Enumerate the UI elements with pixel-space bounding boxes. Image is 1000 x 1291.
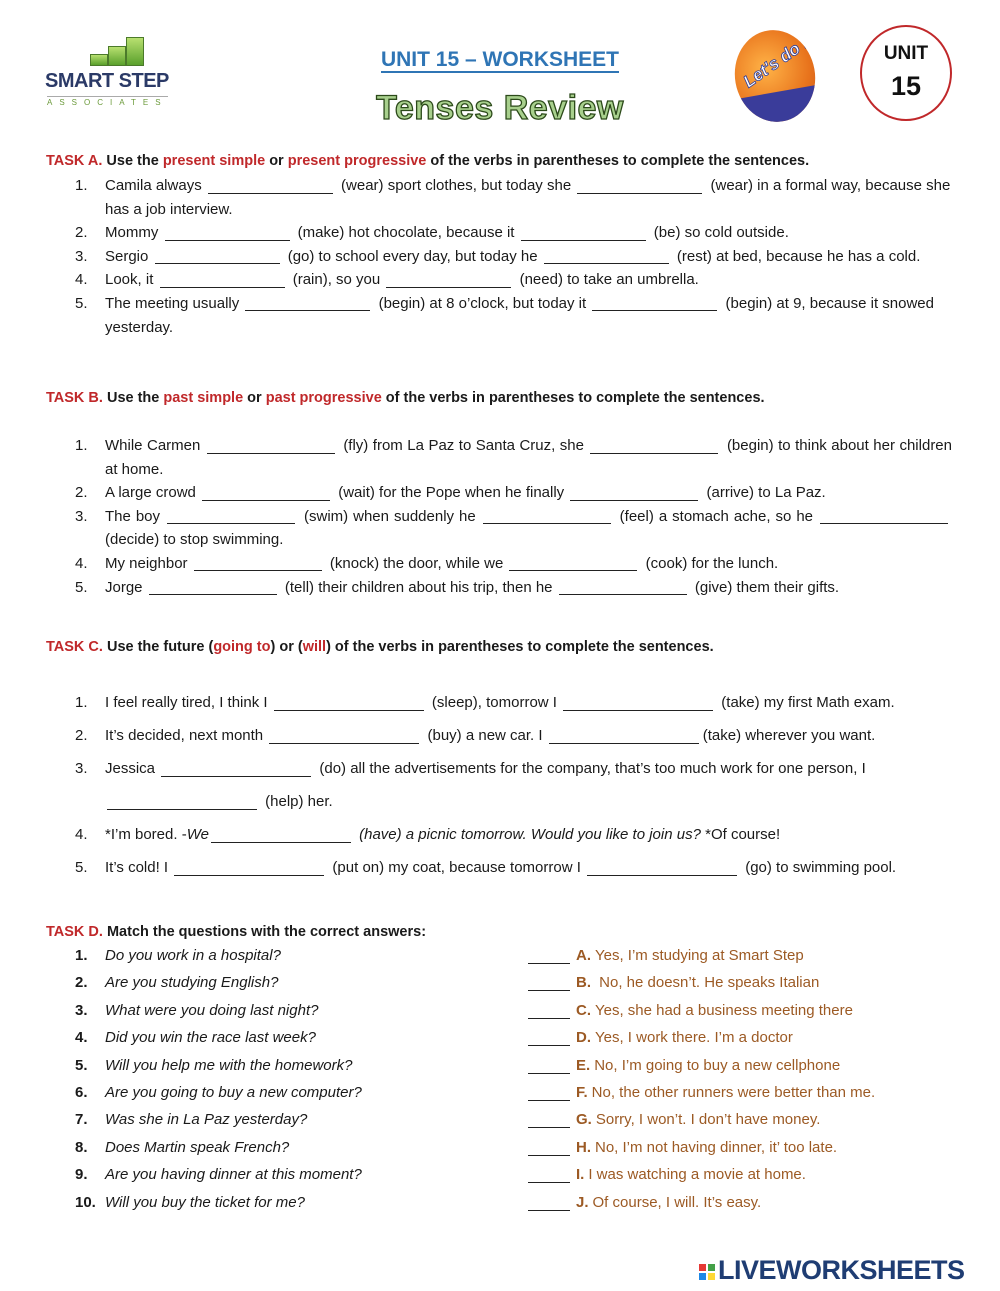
item-number: 3. bbox=[75, 507, 88, 525]
answer-blank[interactable] bbox=[160, 273, 285, 288]
item-text: While Carmen (fly) from La Paz to Santa Cruz, she (begin) to think about her children at home. bbox=[105, 437, 952, 478]
answer-option: C. Yes, she had a business meeting there bbox=[576, 1001, 853, 1019]
match-answer-blank[interactable] bbox=[528, 1196, 570, 1211]
answer-blank[interactable] bbox=[245, 296, 370, 311]
answer-blank[interactable] bbox=[155, 249, 280, 264]
answer-option: J. Of course, I will. It’s easy. bbox=[576, 1193, 762, 1211]
item-text: The boy (swim) when suddenly he (feel) a stomach ache, so he (decide) to stop swimming. bbox=[105, 508, 952, 549]
question-text: Was she in La Paz yesterday? bbox=[105, 1111, 308, 1129]
answer-blank[interactable] bbox=[563, 696, 713, 711]
item-number: 3. bbox=[75, 760, 88, 777]
match-answer-blank[interactable] bbox=[528, 1059, 570, 1074]
list-item bbox=[75, 268, 952, 292]
item-text: The meeting usually (begin) at 8 o’clock, but today it (begin) at 9, because it snowed yesterday. bbox=[105, 294, 934, 336]
logo-subtitle: ASSOCIATES bbox=[47, 98, 168, 107]
answer-blank[interactable] bbox=[521, 226, 646, 241]
answer-blank[interactable] bbox=[577, 179, 702, 194]
answer-blank[interactable] bbox=[483, 509, 611, 524]
list-item bbox=[75, 686, 952, 719]
item-number: 4. bbox=[75, 271, 88, 289]
answer-option: F. No, the other runners were better than me. bbox=[576, 1083, 876, 1101]
task-d-matching bbox=[75, 945, 955, 1219]
subtitle: Tenses Review bbox=[376, 89, 624, 127]
answer-option: H. No, I’m not having dinner, it’ too late. bbox=[576, 1138, 838, 1156]
match-answer-blank[interactable] bbox=[528, 1086, 570, 1101]
liveworksheets-icon bbox=[698, 1263, 716, 1281]
list-item bbox=[75, 851, 952, 884]
match-row bbox=[75, 1192, 955, 1219]
list-item bbox=[75, 576, 952, 600]
match-answer-blank[interactable] bbox=[528, 1113, 570, 1128]
list-item bbox=[75, 752, 952, 818]
question-number: 3. bbox=[75, 1001, 88, 1019]
list-item bbox=[75, 292, 952, 339]
task-c-list bbox=[75, 686, 952, 884]
item-number: 5. bbox=[75, 294, 88, 312]
question-number: 2. bbox=[75, 974, 88, 992]
question-text: Do you work in a hospital? bbox=[105, 947, 281, 964]
question-text: Will you buy the ticket for me? bbox=[105, 1193, 305, 1211]
list-item bbox=[75, 552, 952, 576]
item-number: 2. bbox=[75, 224, 88, 242]
question-number: 5. bbox=[75, 1056, 88, 1074]
question-number: 9. bbox=[75, 1166, 88, 1184]
answer-option: A. Yes, I’m studying at Smart Step bbox=[576, 947, 804, 964]
item-number: 2. bbox=[75, 727, 88, 744]
item-number: 1. bbox=[75, 694, 88, 711]
item-text: A large crowd (wait) for the Pope when he finally (arrive) to La Paz. bbox=[105, 484, 826, 502]
item-number: 4. bbox=[75, 826, 88, 843]
match-answer-blank[interactable] bbox=[528, 1004, 570, 1019]
item-number: 2. bbox=[75, 484, 88, 502]
item-number: 3. bbox=[75, 247, 88, 265]
answer-blank[interactable] bbox=[820, 509, 948, 524]
item-text: Sergio (go) to school every day, but today he (rest) at bed, because he has a cold. bbox=[105, 247, 921, 265]
match-row bbox=[75, 1027, 955, 1054]
list-item bbox=[75, 434, 952, 481]
answer-blank[interactable] bbox=[269, 729, 419, 744]
question-number: 1. bbox=[75, 947, 88, 964]
task-a-heading: TASK A. Use the present simple or present progressive of the verbs in parentheses to complete the sentences. bbox=[46, 153, 810, 169]
item-number: 5. bbox=[75, 578, 88, 596]
answer-blank[interactable] bbox=[202, 486, 330, 501]
question-number: 8. bbox=[75, 1138, 88, 1156]
answer-blank[interactable] bbox=[165, 226, 290, 241]
task-b-list bbox=[75, 434, 952, 599]
answer-blank[interactable] bbox=[149, 580, 277, 595]
item-text: It’s cold! I (put on) my coat, because tomorrow I (go) to swimming pool. bbox=[105, 859, 897, 876]
answer-blank[interactable] bbox=[509, 556, 637, 571]
item-text: Jorge (tell) their children about his trip, then he (give) them their gifts. bbox=[105, 578, 840, 596]
answer-blank[interactable] bbox=[208, 179, 333, 194]
item-text: Camila always (wear) sport clothes, but today she (wear) in a formal way, because she has a job interview. bbox=[105, 177, 951, 218]
answer-option: G. Sorry, I won’t. I don’t have money. bbox=[576, 1111, 821, 1129]
lets-do-it-logo: Let's do it bbox=[728, 24, 823, 128]
match-row bbox=[75, 1082, 955, 1109]
task-a-list bbox=[75, 174, 952, 339]
answer-blank[interactable] bbox=[590, 439, 718, 454]
item-number: 5. bbox=[75, 859, 88, 876]
match-answer-blank[interactable] bbox=[528, 976, 570, 991]
worksheet-title: UNIT 15 – WORKSHEET bbox=[380, 48, 620, 71]
item-text: It’s decided, next month (buy) a new car. I (take) wherever you want. bbox=[105, 727, 876, 744]
question-number: 4. bbox=[75, 1029, 88, 1047]
list-item bbox=[75, 221, 952, 245]
answer-blank[interactable] bbox=[544, 249, 669, 264]
match-row bbox=[75, 1000, 955, 1027]
match-row bbox=[75, 1055, 955, 1082]
question-text: Will you help me with the homework? bbox=[105, 1056, 353, 1074]
task-b-heading: TASK B. Use the past simple or past progressive of the verbs in parentheses to complete the sentences. bbox=[46, 390, 765, 406]
answer-option: I. I was watching a movie at home. bbox=[576, 1166, 806, 1184]
question-text: Are you studying English? bbox=[105, 974, 279, 992]
answer-blank[interactable] bbox=[592, 296, 717, 311]
list-item bbox=[75, 174, 952, 221]
answer-option: D. Yes, I work there. I’m a doctor bbox=[576, 1029, 793, 1047]
list-item bbox=[75, 818, 952, 851]
list-item bbox=[75, 481, 952, 505]
question-text: Did you win the race last week? bbox=[105, 1029, 316, 1047]
item-text: My neighbor (knock) the door, while we (cook) for the lunch. bbox=[105, 554, 779, 572]
match-row bbox=[75, 1164, 955, 1191]
match-row bbox=[75, 1137, 955, 1164]
match-row bbox=[75, 945, 955, 972]
match-row bbox=[75, 972, 955, 999]
item-text: Jessica (do) all the advertisements for the company, that’s too much work for one person, I (help) her. bbox=[105, 760, 866, 810]
answer-blank[interactable] bbox=[194, 556, 322, 571]
item-number: 1. bbox=[75, 437, 88, 454]
answer-blank[interactable] bbox=[570, 486, 698, 501]
answer-blank[interactable] bbox=[386, 273, 511, 288]
task-c-heading: TASK C. Use the future (going to) or (will) of the verbs in parentheses to complete the sentences. bbox=[46, 639, 714, 655]
answer-blank[interactable] bbox=[207, 439, 335, 454]
answer-blank[interactable] bbox=[549, 729, 699, 744]
list-item bbox=[75, 505, 952, 552]
question-text: Are you going to buy a new computer? bbox=[105, 1083, 362, 1101]
unit-number: 15 bbox=[890, 71, 922, 101]
logo-name: SMART STEP bbox=[45, 70, 169, 92]
answer-blank[interactable] bbox=[587, 861, 737, 876]
answer-blank[interactable] bbox=[107, 795, 257, 810]
question-number: 7. bbox=[75, 1111, 88, 1129]
question-text: Does Martin speak French? bbox=[105, 1138, 290, 1156]
item-number: 4. bbox=[75, 554, 88, 572]
liveworksheets-logo: LIVEWORKSHEETS bbox=[698, 1255, 965, 1286]
answer-blank[interactable] bbox=[161, 762, 311, 777]
answer-blank[interactable] bbox=[167, 509, 295, 524]
item-text: *I’m bored. -We (have) a picnic tomorrow. Would you like to join us? *Of course! bbox=[105, 826, 781, 843]
task-d-heading: TASK D. Match the questions with the correct answers: bbox=[46, 924, 427, 940]
answer-option: E. No, I’m going to buy a new cellphone bbox=[576, 1056, 841, 1074]
list-item bbox=[75, 245, 952, 269]
match-answer-blank[interactable] bbox=[528, 1168, 570, 1183]
unit-badge bbox=[860, 25, 952, 121]
answer-blank[interactable] bbox=[174, 861, 324, 876]
match-answer-blank[interactable] bbox=[528, 1031, 570, 1046]
answer-blank[interactable] bbox=[559, 580, 687, 595]
question-number: 6. bbox=[75, 1083, 88, 1101]
match-answer-blank[interactable] bbox=[528, 1141, 570, 1156]
item-text: I feel really tired, I think I (sleep), tomorrow I (take) my first Math exam. bbox=[105, 694, 895, 711]
item-number: 1. bbox=[75, 177, 88, 194]
item-text: Look, it (rain), so you (need) to take an umbrella. bbox=[105, 271, 699, 289]
question-text: Are you having dinner at this moment? bbox=[105, 1166, 362, 1184]
match-row bbox=[75, 1109, 955, 1136]
unit-label: UNIT bbox=[883, 43, 929, 64]
answer-option: B. No, he doesn’t. He speaks Italian bbox=[576, 974, 820, 992]
list-item bbox=[75, 719, 952, 752]
question-number: 10. bbox=[75, 1193, 96, 1211]
answer-blank[interactable] bbox=[274, 696, 424, 711]
item-text: Mommy (make) hot chocolate, because it (be) so cold outside. bbox=[105, 224, 789, 242]
match-answer-blank[interactable] bbox=[528, 949, 570, 964]
answer-blank[interactable] bbox=[211, 828, 351, 843]
question-text: What were you doing last night? bbox=[105, 1001, 319, 1019]
